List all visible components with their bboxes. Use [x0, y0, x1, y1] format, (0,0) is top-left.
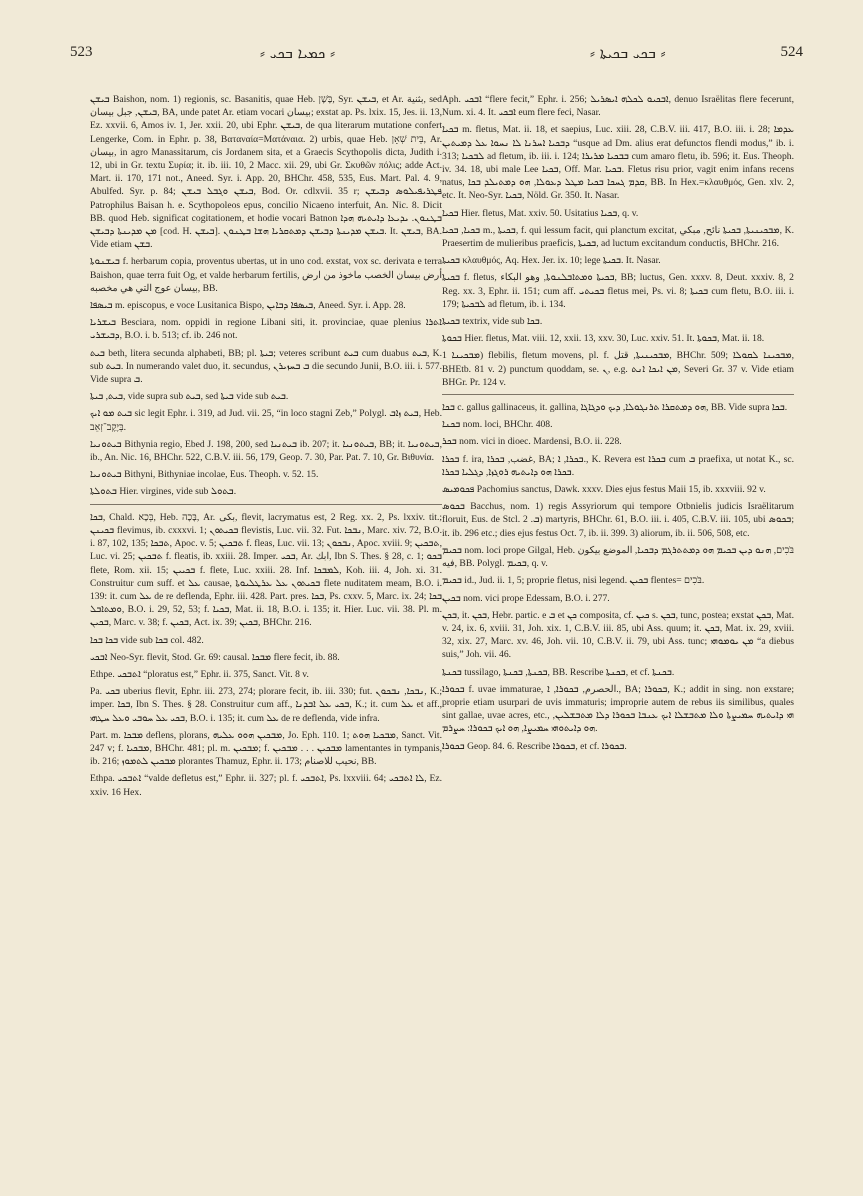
dictionary-entry: ܐܒܟܝ Neo-Syr. flevit, Stod. Gr. 69: causal. ܡܒܟܐ flere fecit, ib. 88. [90, 651, 340, 663]
page-header [70, 44, 803, 68]
right-running-head: ⸗ ܒܟܝ ܒܟܝܬܐ ⸗ [590, 44, 666, 62]
dictionary-entry: Aph. ܐܒܟܝ “flere fecit,” Ephr. i. 256; ܐܒܟܝܘ ܠܟܠܗ ܐܝܣܪܝܠ, denuo Israëlitas flere fecerunt, Num. xi. 4. It. ܐܒܟܝ eum flere feci, Nasar. [442, 94, 794, 119]
dictionary-entry: ܒܟܘܣ Bacchus, nom. 1) regis Assyriorum qui tempore Otbnielis judicis Israëlitarum floruit, Eus. de Stcl. ܒ. 2) martyris, BHChr. 61, B.O. iii. i. 405, C.B.V. iii. 105, ubi ܒܟܘܣ; it. ib. 296 etc.; dies ejus festus Oct. 7, ib. ii. 399. 3) aliorum, ib. ii. 506, 508, etc. [442, 501, 794, 539]
dictionary-entry: ܒܟܝܬܐ textrix, vide sub ܒܟܐ. [442, 316, 543, 328]
dictionary-entry: Part. m. ܡܒܟܐ deflens, plorans, ܡܒܟܝܢ ܗܘܘ ܥܠܝܗ, Jo. Eph. 110. 1; ܡܒܟܝܐ ܗܘܬ, Sanct. Vit. 247 v; f. ܡܒܟܝܐ, BHChr. 481; pl. m. ܡܒܟܝܢ; f. ܡܒܟܝܢ . . . ܡܒܟܝܢ lamentantes in tympanis, ib. 216; ܡܒܟܝܢ ܠܬܡܘܙ plorantes Thamuz, Ephr. ii. 173; نحيب للاصنام, BB. [90, 729, 442, 768]
dictionary-entry: ܒܟܘܪܐ f. uvae immaturae, الحصرم, ܒܟܘܪܐ, ܐ., BA; ܒܟܘܪܐ, K.; addit in sing. non exstare; proprie etiam usurpari de uvis immaturis; improprie autem de rebus iis similibus, quales sint gallae, uvae acres, etc., ܗܝ ܕܐܝܬܝܗ ܚܡܝܨܬܐ ܘܠܐ ܡܬܒܫܠܐ ܐܝܟ ܥܢܒܐ ܒܟܘܪܐ ܕܠܐ ܡܬܒܫܠܝܢ, ܗܘ ܕܐܝܬܘܗܝ ܚܡܝܨܐ, ܗܘ ܐܝܟ ܒܟܘܪܐ: ܚܨܪܡ. [442, 683, 794, 735]
dictionary-entry: ܒܟܢܬܐ tussilago, ܒܟܢܬܐ, ܒܟܢܬܐ, BB. Rescribe ܒܟܢܬܐ, et cf. ܒܟܢܬܐ. [442, 666, 675, 678]
dictionary-entry: ܒܟܝܬܐ f. fletus, ܒܟܝܬܐ ܘܡܬܐܒܠܢܘܬܐ, وهو البكاء, BB; luctus, Gen. xxxv. 8, Deut. xxxiv. 8, 2 Reg. xx. 3, Ephr. ii. 151; cum aff. ܒܟܝܬܝ fletus mei, Ps. vi. 8; ܒܟܝܬܐ cum fletu, B.O. iii. i. 179; ܠܒܟܝܬܐ ad fletum, ib. i. 134. [442, 272, 794, 310]
dictionary-entry: ܒܟܝܐ m. fletus, Mat. ii. 18, et saepius, Luc. xiii. 28, C.B.V. iii. 417, B.O. iii. i. 28; ܥܕܡܐ ܕܒܟܝܐ ܐܚܪܢܐ ܠܐ ܢܚܘܐ ܥܠ ܕܡܝܬܝܢ “usque ad Dm. alius erat defunctos flendi modus,” ib. i. 313; ܠܒܟܝܐ ad fletum, ib. iii. i. 124; ܒܒܟܝܐ ܡܪܝܪܐ cum amaro fletu, ib. 596; it. Eus. Theoph. iv. 34. 18, ubi male Lee ܒܟܝܐ, Off. Mar. ܒܟܝܐ. Fletus risu prior, vagit enim infans recens natus, ܩܕܡ ܓܚܟܐ ܒܟܝܐ ܡܛܠ ܕܥܘܠܐ, ܗܘ ܕܡܬܝܠܕ ܒܟܐ, BB. In Hex.=κλαυθμός, Gen. xlv. 2, etc. It. Neo-Syr. ܒܟܝܐ, Nöld. Gr. 350. It. Nasar. [442, 124, 794, 202]
dictionary-entry: ܒܝܬܘܢܝܐ Bithynia regio, Ebed J. 198, 200, sed ܒܝܬܢܝܐ ib. 207; it. ܒܝܬܘܢܝܐ, BB; it. ܒܝܬܘܢܝܐ, ib., An. Nic. 16, BHChr. 522, C.B.V. iii. 56, 179, Geop. 7. 30, Par. Pat. 7. 10, Gr. Βιθυνία. [90, 438, 442, 464]
dictionary-entry: ܒܟܢ, it. ܒܟܢ, Hebr. partic. e ܒ et ܟܢ composita, cf. ܟܝܢ s. ܒܟܢ, tunc, postea; exstat ܒܟܢ, Mat. v. 24, ix. 6, xviii. 31, Joh. xix. 1, C.B.V. iii. 85, ubi Ass. quum; it. ܒܟܢ, Mat. ix. 29, xviii. 32, xix. 27, Marc. xv. 46, Joh. vii. 10, C.B.V. ii. 79, ubi Ass. tunc; ܡܢ ܝܘܡܘܗܝ “a diebus suis,” Joh. vii. 46. [442, 609, 794, 661]
dictionary-entry: ܒܟܐ c. gallus gallinaceus, it. gallina, ܗܘ ܕܡܬܩܪܐ ܬܪܢܓܘܠܐ, ܕܝܟ ܘܕܓܐܓܐ, BB. Vide supra ܒܟܐ. [442, 402, 788, 414]
right-page-number: 524 [780, 44, 803, 60]
dictionary-entry: ܒܝܣܦܐ m. episcopus, e voce Lusitanica Bispo, ܒܝܣܦܐ ܕܒܐܝܢ, Aneed. Syr. i. App. 28. [90, 300, 406, 312]
dictionary-entry: Ethpa. ܐܬܒܟܝ “valde defletus est,” Ephr. ii. 327; pl. f. ܐܬܒܟܝ, Ps. lxxviii. 64; ܠܐ ܐܬܒܟܝ, Ez. xxiv. 16 Hex. [90, 773, 442, 798]
dictionary-entry: ܒܟܝܡ id., Jud. ii. 1, 5; proprie fletus, nisi legend. ܒܟܝܢ flentes= בֹּכִים. [442, 575, 705, 587]
dictionary-entry: ܒܟܝܐ Hier. fletus, Mat. xxiv. 50. Usitatius ܒܟܝܐ, q. v. [442, 207, 639, 219]
dictionary-entry: ܒܝܬܘܢܝܐ Bithyni, Bithyniae incolae, Eus. Theoph. v. 52. 15. [90, 469, 319, 481]
section-divider [90, 504, 442, 505]
dictionary-entry: ܒܝܬ, ܒܝܬܐ, vide supra sub ܒܝܬ, sed ܒܝܬܐ vide sub ܒܝܬ. [90, 391, 289, 403]
dictionary-entry: ܡܒܟܝܢܐ 1) flebilis, fletum movens, pl. f. ܡܒܟܝܢܝܬܐ, قتل, BHChr. 509; ܡܒܟܝܢܐ ܠܩܘܠܐ, BHEtb. 81 v. 2) punctum quoddam, se. ܢ, e.g. ܡܢ ܐܝܟܐ ܐܢܬ, Severi Gr. 37 v. Vide etiam BHGr. Pr. 124 v. [442, 350, 794, 388]
dictionary-entry: ܒܟܢܐ nom. loci, BHChr. 408. [442, 419, 553, 431]
dictionary-entry: ܦܟܘܡܝܣ Pachomius sanctus, Dawk. xxxv. Dies ejus festus Maii 15, ib. xxxviii. 92 v. [442, 484, 766, 496]
dictionary-entry: ܒܟܝܬܐ κλαυθμός, Aq. Hex. Jer. ix. 10; lege ܒܟܝܬܐ. It. Nasar. [442, 255, 661, 267]
section-divider [442, 394, 794, 395]
dictionary-entry: ܒܟܪ nom. vici in dioec. Mardensi, B.O. ii. 228. [442, 436, 622, 448]
dictionary-entry: ܒܟܐ, Chald. בְּכָא, Heb. בָּכָה, Ar. بكى, flevit, lacrymatus est, 2 Reg. xx. 2, Ps. lxxiv. tit.; ܒܟܝܢܢ flevimus, ib. cxxxvi. 1; ܒܟܝܬܘܢ flevistis, Luc. vii. 32. Fut. ܢܒܟܐ, Marc. xiv. 72, B.O. i. 87, 102, 135; ܬܒܟܐ, Apoc. v. 5; ܬܒܟܝܢ f. fleas, Luc. vii. 13; ܢܒܟܘܢ, Apoc. xviii. 9; ܬܒܟܝܢ, Luc. vi. 25; ܬܒܟܝܢ f. fleatis, ib. xxiii. 28. Imper. ܒܟܝ, Ar. ابك, Ibn S. Thes. § 28, c. 1; ܒܟܘ flete, Rom. xii. 15; ܒܟܝܝܢ f. flete, Luc. xxiii. 28. Inf. ܠܡܒܟܐ, Koh. iii. 4, Joh. xi. 31. Construitur cum suff. et ܥܠ causae, ܒܟܝܬܘܢ ܥܠ ܥܪܛܠܝܘܬܐ flete nuditatem meam, B.O. i. 139: it. cum ܥܠ de re deflenda, Ephr. iii. 428. Part. pres. ܒܟܐ, Ps. cxxv. 5, Marc. ix. 24; ܒܟܐ ܘܡܬܐܒܠ, B.O. i. 29, 52, 53; f. ܒܟܝܐ, Mat. ii. 18, B.O. i. 135; it. Hier. Luc. vii. 38. Pl. m. ܒܟܝܢ, Marc. v. 38; f. ܒܟܝܢ, Act. ix. 39; ܒܟܝܢ, BHChr. 216. [90, 511, 442, 629]
dictionary-entry: ܒܝܫܢܘܬܐ f. herbarum copia, proventus ubertas, ut in uno cod. exstat, vox sc. derivata e terra Baishon, quae terra fuit Og, et valde herbarum fertilis, أرض بيسان الخصب ماخوذ من ارض بيسان عوج التي هي مخصبه, BB. [90, 256, 442, 294]
dictionary-entry: ܒܝܬ beth, litera secunda alphabeti, BB; pl. ܒܝܬܐ; veteres scribunt ܒܝܬ cum duabus ܒܝܬ, K. sub ܒܝܬ. In numerando valet duo, it. secundus, ܒ ܒܚܙܝܪܢ die secundo Junii, B.O. iii. i. 577. Vide supra ܒ. [90, 347, 442, 386]
dictionary-entry: ܒܝܫܪܝܐ Besciara, nom. oppidi in regione Libani siti, it. provinciae, quae plenius ܐܬܪܐ ܕܒܝܫܪܝ, B.O. i. b. 513; cf. ib. 246 not. [90, 317, 442, 342]
dictionary-entry: ܒܟܘܪܐ Geop. 84. 6. Rescribe ܒܟܘܪܐ, et cf. ܒܟܘܪܐ. [442, 740, 627, 752]
dictionary-entry: Pa. ܒܟܝ uberius flevit, Ephr. iii. 273, 274; plorare fecit, ib. iii. 330; fut. ܢܒܟܐ, ܢܒܟܘܢ, K.; imper. ܒܟܐ, Ibn S. Thes. § 28. Construitur cum aff., ܒܟܝ ܥܠ ܐܒܕܢܐ, K.; it. cum ܥܠ et aff., ܒܟܝ ܥܠ ܚܘܒܝ ܘܥܠ ܚܛܗܝ, B.O. i. 135; it. cum ܥܠ de re deflenda, vide infra. [90, 686, 442, 724]
left-column [90, 93, 442, 1168]
dictionary-entry: ܒܟܘܬܐ Hier. fletus, Mat. viii. 12, xxii. 13, xxv. 30, Luc. xxiv. 51. It. ܒܟܘܬܐ, Mat. ii. 18. [442, 333, 765, 345]
dictionary-entry: ܒܝܬ ܡܘ ܐܝܟ sic legit Ephr. i. 319, ad Jud. vii. 25, “in loco stagni Zeb,” Polygl. ܒܝܬ ܙܐܒ, Heb. בְּיֶקֶב־זְאֵב. [90, 408, 442, 433]
dictionary-entry: ܒܝܫܢ Baishon, nom. 1) regionis, sc. Basanitis, quae Heb. בָּשָׁן, Syr. ܒܝܫܢ, et Ar. بثنية, sed ܒܝܫܢ, جبل بيسان, BA, unde patet Ar. etiam vocari بيسان; exstat ap. Ps. lxix. 15, Jes. ii. 13, Ez. xxvii. 6, Amos iv. 1, Jer. xxii. 20, ubi Ephr. ܒܝܫܢ, de qua literarum mutatione confert Lengerke, Com. in Ephr. p. 38, Βαταναία=Ματάναια. 2) urbis, quae Heb. בֵּית שְׁאָן, Ar. بيسان, in agro Manassitarum, cis Jordanem sita, et a Graecis Scythopolis dicta, Judith i. 12, ubi in Gr. textu Συρία; it. ib. iii. 10, 2 Macc. xii. 29, ubi Gr. Σκυθῶν πόλις; adde Act. Mart. ii. 170, 171 not., Aneed. Syr. i. App. 20, BHChr. 458, 535, Eus. Mart. Pal. 4. 9, Abulfed. Syr. p. 84; ܒܝܫܢ ܘܓܒܠ ܒܝܫܢ, Bod. Or. cdlxvii. 35 r; ܦܛܪܝܦܝܠܘܣ ܕܒܝܫܢ Patrophilus Baisan h. e. Scythopoleos epus, concilio Nicaeno interfuit, An. Nic. 8. Dicit BB. quod Heb. significat cogitationem, et hodie vocari Batnon ܒܛܢܘܢ. ܝܕܝܥܐ ܕܐܝܬܝܗ ܗܕܐ ܡܢ ܡܕܝܢܬܐ ܕܒܝܫܢ [cod. H. ܒܝܫܢ]. ܒܝܫܢ ܡܕܝܢܬܐ ܕܒܝܫܢ ܕܡܬܩܪܝܐ ܗܫܐ ܒܛܢܘܢ. It. ܒܝܫܢ, BA. Vide etiam ܒܫܢ. [90, 94, 442, 251]
dictionary-entry: ܒܟܪܐ f. ira, غضب, ܒܟܪܐ, BA; ܒܟܪܐ, ܐ., K. Revera est ܒܟܪܐ cum ܒ praefixa, ut notat K., sc. ܒܟܪܐ ܗܘ ܕܐܝܬܝܗ ܪܘܓܙܐ, ܕܓܠܝܐ ܒܟܪܐ. [442, 453, 794, 478]
dictionary-entry: ܒܬܘܠܬܐ Hier. virgines, vide sub ܒܬܘܠ. [90, 486, 237, 498]
dictionary-entry: ܒܟܝܡ nom. loci prope Gilgal, Heb. בֹּכִים, ܗܢܘ ܕܝܢ ܒܟܝܡ ܗܘ ܕܡܬܬܪܓܡ ܕܒܟܝܐ, الموضع بيكون فيه, BB. Polygl. ܒܟܝܡ, q. v. [442, 544, 794, 570]
left-running-head: ⸗ ܟܡܝܐ ܒܟܝ ⸗ [260, 44, 336, 62]
dictionary-entry: ܒܟܐ ܒܟܐ vide sub ܒܟܐ col. 482. [90, 634, 204, 646]
left-page-number: 523 [70, 44, 93, 60]
dictionary-entry: ܒܟܝܐ, ܒܟܝܐ m., ܒܟܝܬܐ, f. qui lessum facit, qui planctum excitat, ܡܒܟܝܢܝܬܐ, ܒܟܝܬܐ نائح, مبكي, K. Praesertim de mulieribus praeficis, ܒܟܝܬܐ, ad luctum excitandum conductis, BHChr. 216. [442, 224, 794, 250]
dictionary-entry: ܒܟܝܢ nom. vici prope Edessam, B.O. i. 277. [442, 592, 610, 604]
dictionary-entry: Ethpe. ܐܬܒܟܝ “ploratus est,” Ephr. ii. 375, Sanct. Vit. 8 v. [90, 668, 309, 680]
right-column [442, 93, 794, 1168]
